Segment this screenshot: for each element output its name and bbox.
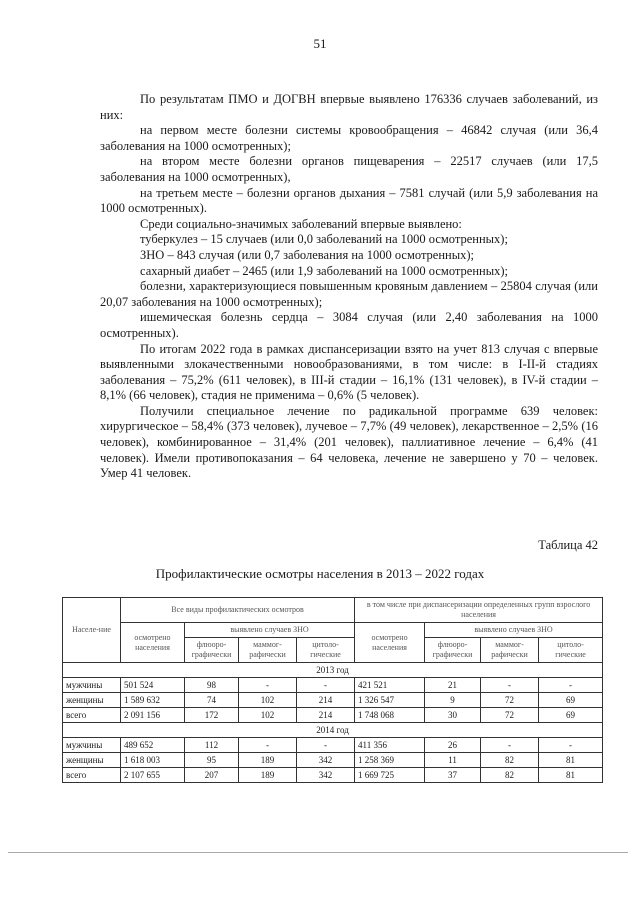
row-label: мужчины: [63, 678, 121, 693]
row-label: мужчины: [63, 738, 121, 753]
table-cell: 1 669 725: [355, 768, 425, 783]
mammo-header: маммог-рафически: [239, 638, 297, 663]
examined-header: осмотрено населения: [121, 623, 185, 663]
table-cell: 11: [425, 753, 481, 768]
table-cell: 189: [239, 768, 297, 783]
detected-zno-header: выявлено случаев ЗНО: [185, 623, 355, 638]
examined-disp-header: осмотрено населения: [355, 623, 425, 663]
table-cell: -: [297, 738, 355, 753]
table-title: Профилактические осмотры населения в 2013 – 2022 годах: [155, 566, 485, 581]
table-cell: 81: [539, 768, 603, 783]
cyto-disp-header: цитоло-гические: [539, 638, 603, 663]
table-cell: 37: [425, 768, 481, 783]
table-cell: -: [539, 678, 603, 693]
year-row: [63, 663, 603, 678]
table-label: Таблица 42: [538, 538, 598, 552]
row-label: женщины: [63, 753, 121, 768]
detected-zno-disp-header: выявлено случаев ЗНО: [425, 623, 603, 638]
table-cell: 21: [425, 678, 481, 693]
table-cell: -: [297, 678, 355, 693]
table-cell: 9: [425, 693, 481, 708]
table-cell: 1 258 369: [355, 753, 425, 768]
paragraph: Получили специальное лечение по радикальной программе 639 человек: хирургическое – 58,4% (373 человек), лучевое – 7,7% (49 человек), лекарственное – 2,5% (16 человек), комбинированное – 31,4% (201 человек), паллиативное лечение – 6,4% (41 человек). Имели противопоказания – 64 человека, лечение не завершено у 70 – человек. Умер 41 человек.: [100, 403, 598, 481]
table-cell: 1 326 547: [355, 693, 425, 708]
table-cell: 102: [239, 708, 297, 723]
table-row: [63, 753, 603, 768]
paragraph: болезни, характеризующиеся повышенным кровяным давлением – 25804 случая (или 20,07 заболевания на 1000 осмотренных);: [100, 279, 598, 309]
table-cell: 72: [481, 693, 539, 708]
table-cell: 95: [185, 753, 239, 768]
fluoro-header: флюоро-графически: [185, 638, 239, 663]
table-cell: 74: [185, 693, 239, 708]
paragraph: на втором месте болезни органов пищеварения – 22517 случаев (или 17,5 заболевания на 1000 осмотренных),: [100, 154, 598, 184]
body-text: [100, 92, 598, 482]
table-cell: 1 589 632: [121, 693, 185, 708]
table-cell: -: [239, 738, 297, 753]
table-cell: 207: [185, 768, 239, 783]
table-cell: 82: [481, 753, 539, 768]
table-cell: 30: [425, 708, 481, 723]
table-cell: -: [481, 738, 539, 753]
paragraph: туберкулез – 15 случаев (или 0,0 заболеваний на 1000 осмотренных);: [140, 232, 508, 247]
table-cell: 2 091 156: [121, 708, 185, 723]
table-cell: 72: [481, 708, 539, 723]
mammo-disp-header: маммог-рафически: [481, 638, 539, 663]
table-cell: 102: [239, 693, 297, 708]
table-cell: 69: [539, 693, 603, 708]
table-cell: 342: [297, 768, 355, 783]
table-row: [63, 708, 603, 723]
paragraph: По результатам ПМО и ДОГВН впервые выявлено 176336 случаев заболеваний, из них:: [100, 92, 598, 122]
table-cell: -: [539, 738, 603, 753]
table-row: [63, 738, 603, 753]
paragraph: По итогам 2022 года в рамках диспансеризации взято на учет 813 случая с впервые выявленными злокачественными новообразованиями, в том числе: в I-II-й стадиях заболевания – 75,2% (611 человек), в III-й стадии – 16,1% (131 человек), в IV-й стадии – 8,1% (66 человек), стадия не применима – 0,6% (5 человек).: [100, 341, 598, 403]
table-cell: -: [239, 678, 297, 693]
table-cell: 2 107 655: [121, 768, 185, 783]
paragraph: сахарный диабет – 2465 (или 1,9 заболеваний на 1000 осмотренных);: [140, 263, 508, 278]
table-cell: 98: [185, 678, 239, 693]
table-cell: 421 521: [355, 678, 425, 693]
paragraph: ЗНО – 843 случая (или 0,7 заболевания на 1000 осмотренных);: [140, 247, 475, 262]
row-label: всего: [63, 768, 121, 783]
table-cell: 82: [481, 768, 539, 783]
paragraph: на третьем месте – болезни органов дыхания – 7581 случай (или 5,9 заболевания на 1000 осмотренных).: [100, 185, 598, 216]
table-cell: 342: [297, 753, 355, 768]
table-cell: 489 652: [121, 738, 185, 753]
table-cell: 172: [185, 708, 239, 723]
table-cell: 69: [539, 708, 603, 723]
col-population-header: Населе-ние: [63, 598, 121, 663]
year-label: 2013 год: [63, 663, 603, 678]
group-all-header: Все виды профилактических осмотров: [121, 598, 355, 623]
table-cell: 1 618 003: [121, 753, 185, 768]
table-cell: 1 748 068: [355, 708, 425, 723]
table-cell: -: [481, 678, 539, 693]
table-cell: 189: [239, 753, 297, 768]
row-label: женщины: [63, 693, 121, 708]
year-row: [63, 723, 603, 738]
screening-table: [62, 597, 603, 783]
table-cell: 411 356: [355, 738, 425, 753]
page-number: 51: [313, 36, 327, 51]
fluoro-disp-header: флюоро-графически: [425, 638, 481, 663]
table-cell: 81: [539, 753, 603, 768]
table-cell: 26: [425, 738, 481, 753]
row-label: всего: [63, 708, 121, 723]
table-row: [63, 768, 603, 783]
paragraph: на первом месте болезни системы кровообращения – 46842 случая (или 36,4 заболевания на 1000 осмотренных);: [100, 123, 598, 153]
paragraph: ишемическая болезнь сердца – 3084 случая (или 2,40 заболевания на 1000 осмотренных).: [100, 310, 598, 340]
year-label: 2014 год: [63, 723, 603, 738]
group-disp-header: в том числе при диспансеризации определенных групп взрослого населения: [355, 598, 603, 623]
table-cell: 112: [185, 738, 239, 753]
table-cell: 501 524: [121, 678, 185, 693]
table-row: [63, 678, 603, 693]
table-row: [63, 693, 603, 708]
paragraph: Среди социально-значимых заболеваний впервые выявлено:: [140, 216, 462, 231]
cyto-header: цитоло-гические: [297, 638, 355, 663]
bottom-rule: [8, 852, 628, 853]
table-cell: 214: [297, 693, 355, 708]
table-cell: 214: [297, 708, 355, 723]
